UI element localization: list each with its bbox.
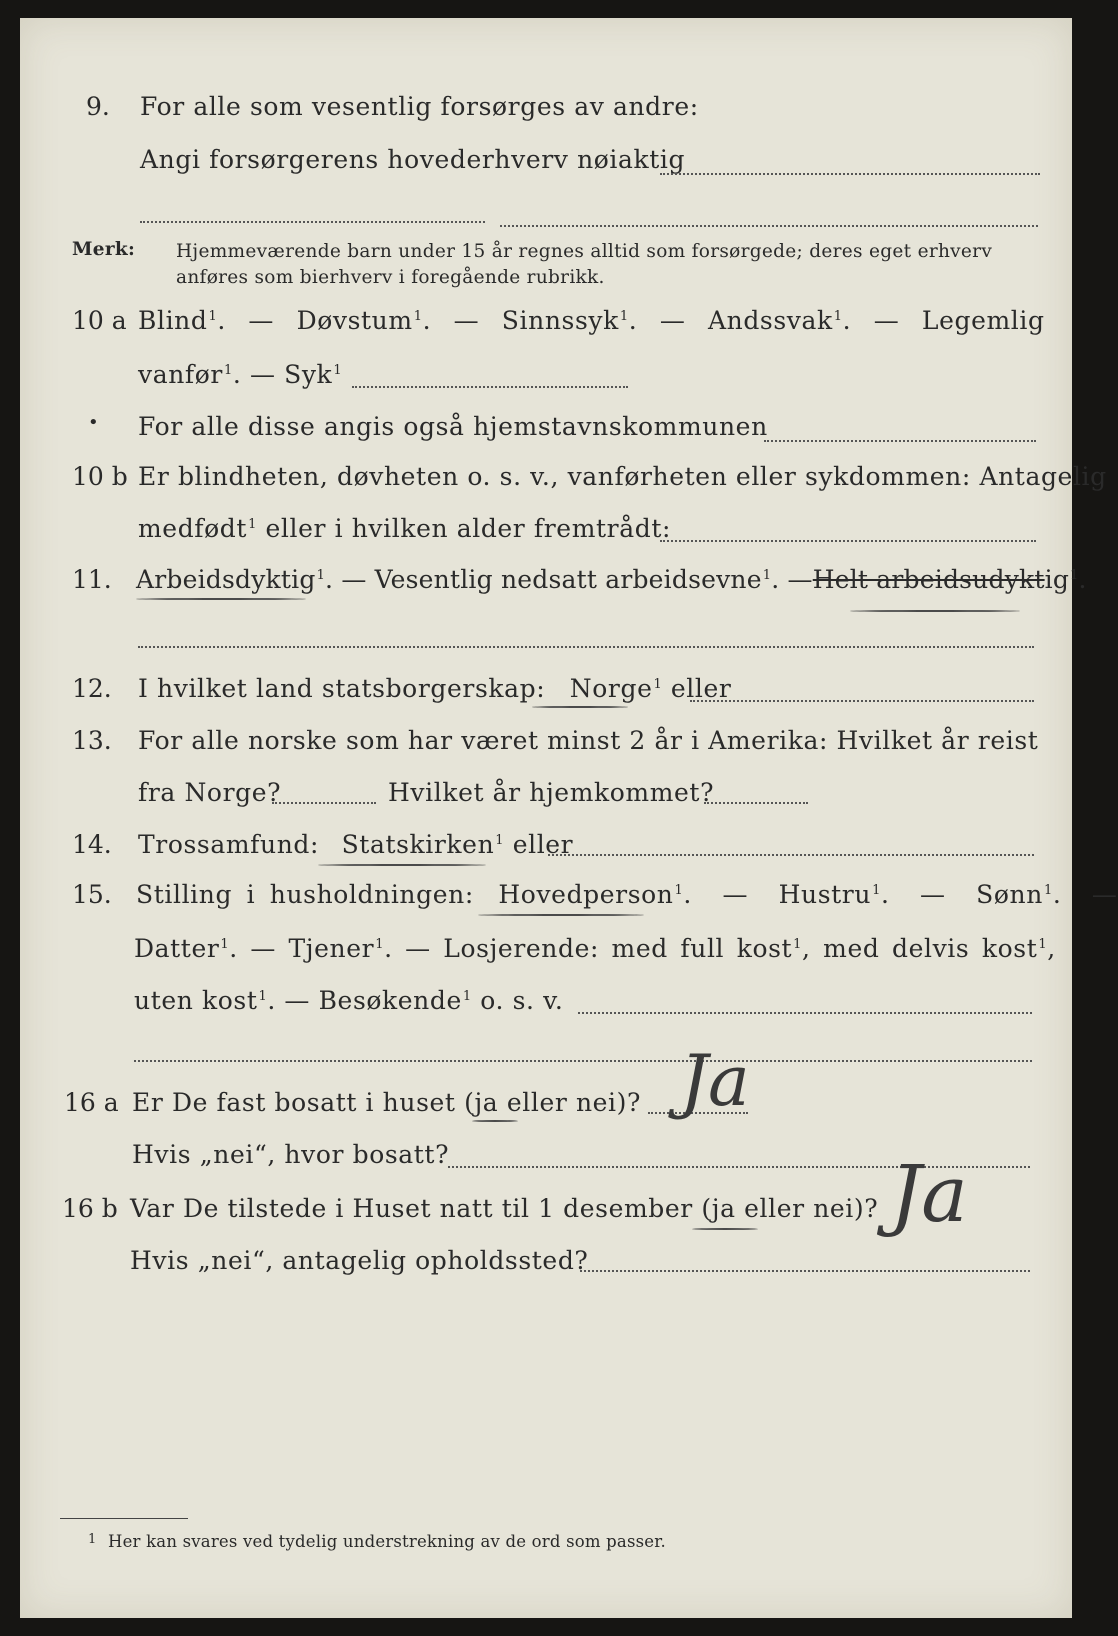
q16b-handwritten-answer: Ja <box>890 1150 968 1240</box>
q13-line1: For alle norske som har været minst 2 år i Amerika: Hvilket år reist <box>138 726 1039 755</box>
merk-label: Merk: <box>72 239 136 260</box>
q10b-answer-line <box>660 540 1036 542</box>
q10a-syk-line <box>352 386 628 388</box>
q15-answer-line <box>578 1012 1032 1014</box>
q16a-line2: Hvis „nei“, hvor bosatt? <box>132 1140 450 1169</box>
question-number-16a: 16 a <box>64 1088 119 1117</box>
q14-option-statskirken: Statskirken <box>341 830 495 859</box>
q15-line1: Stilling i husholdningen: Hovedperson$^1$. — Hustru$^1$. — Sønn$^1$. — <box>136 880 1118 909</box>
q10b-line1: Er blindheten, døvheten o. s. v., vanførheten eller sykdommen: Antagelig <box>138 462 1107 491</box>
q12-underline-mark <box>532 706 628 708</box>
footnote-rule <box>60 1518 188 1519</box>
q11-answer-line <box>138 646 1034 648</box>
q13-line2b: Hvilket år hjemkommet? <box>388 778 715 807</box>
footnote-text: Her kan svares ved tydelig understrekning av de ord som passer. <box>108 1532 666 1551</box>
q11-underline-mark-2 <box>850 610 1020 612</box>
q9-line1: For alle som vesentlig forsørges av andre: <box>140 92 699 121</box>
q15-line2: Datter$^1$. — Tjener$^1$. — Losjerende: med full kost$^1$, med delvis kost$^1$, <box>134 934 1056 963</box>
q9-answer-line <box>660 173 1040 175</box>
q10a-line3: For alle disse angis også hjemstavnskommunen <box>138 412 768 441</box>
q16b-line1: Var De tilstede i Huset natt til 1 desember (ja eller nei)? <box>130 1194 879 1223</box>
q13-hjemkommet-line <box>704 802 808 804</box>
question-number-13: 13. <box>72 726 112 755</box>
question-number-12: 12. <box>72 674 112 703</box>
bullet-mark: • <box>88 412 99 433</box>
q16b-opholdssted-line <box>580 1270 1030 1272</box>
q10a-line1: Blind$^1$. — Døvstum$^1$. — Sinnssyk$^1$. — Andssvak$^1$. — Legemlig <box>138 306 1045 335</box>
q16b-line2: Hvis „nei“, antagelig opholdssted? <box>130 1246 589 1275</box>
q12-option-norge: Norge <box>569 674 653 703</box>
q16b-underline-ja <box>692 1228 758 1230</box>
q15-extra-line <box>134 1060 1032 1062</box>
question-number-14: 14. <box>72 830 112 859</box>
merk-line2: anføres som bierhverv i foregående rubrikk. <box>176 267 605 288</box>
q15-line3: uten kost$^1$. — Besøkende$^1$ o. s. v. <box>134 986 564 1015</box>
q14-answer-line <box>548 854 1034 856</box>
q16a-handwritten-answer: Ja <box>680 1040 750 1122</box>
q9-extra-line-b <box>500 225 1038 227</box>
q11-option-arbeidsdyktig: Arbeidsdyktig <box>136 565 316 594</box>
q12-answer-line <box>690 700 1034 702</box>
question-number-9: 9. <box>86 92 110 121</box>
merk-line1: Hjemmeværende barn under 15 år regnes alltid som forsørgede; deres eget erhverv <box>176 241 993 262</box>
q10a-hjemstavn-line <box>764 440 1036 442</box>
question-number-11: 11. <box>72 565 112 594</box>
q11-line: Arbeidsdyktig$^1$. — Vesentlig nedsatt arbeidsevne$^1$. —Helt arbeidsudyktig$^1$. <box>136 565 1087 594</box>
question-number-15: 15. <box>72 880 112 909</box>
q9-extra-line-a <box>140 221 485 223</box>
question-number-16b: 16 b <box>62 1194 118 1223</box>
q9-line2: Angi forsørgerens hovederhverv nøiaktig <box>140 145 686 174</box>
q15-underline-mark <box>478 914 644 916</box>
q10a-line2: vanfør$^1$. — Syk$^1$ <box>138 360 343 389</box>
question-number-10b: 10 b <box>72 462 128 491</box>
footnote-mark: 1 <box>88 1532 97 1547</box>
q12-line: I hvilket land statsborgerskap: Norge$^1$ eller <box>138 674 732 703</box>
q14-underline-mark <box>318 864 486 866</box>
q14-line: Trossamfund: Statskirken$^1$ eller <box>138 830 574 859</box>
question-number-10a: 10 a <box>72 306 127 335</box>
q13-line2a: fra Norge? <box>138 778 282 807</box>
q13-reist-line <box>272 802 376 804</box>
q16a-underline-ja <box>472 1120 518 1122</box>
q15-option-hovedperson: Hovedperson <box>498 880 674 909</box>
q10b-line2: medfødt$^1$ eller i hvilken alder fremtrådt: <box>138 514 671 543</box>
q11-underline-mark <box>136 598 306 600</box>
q16a-line1: Er De fast bosatt i huset (ja eller nei)? <box>132 1088 641 1117</box>
